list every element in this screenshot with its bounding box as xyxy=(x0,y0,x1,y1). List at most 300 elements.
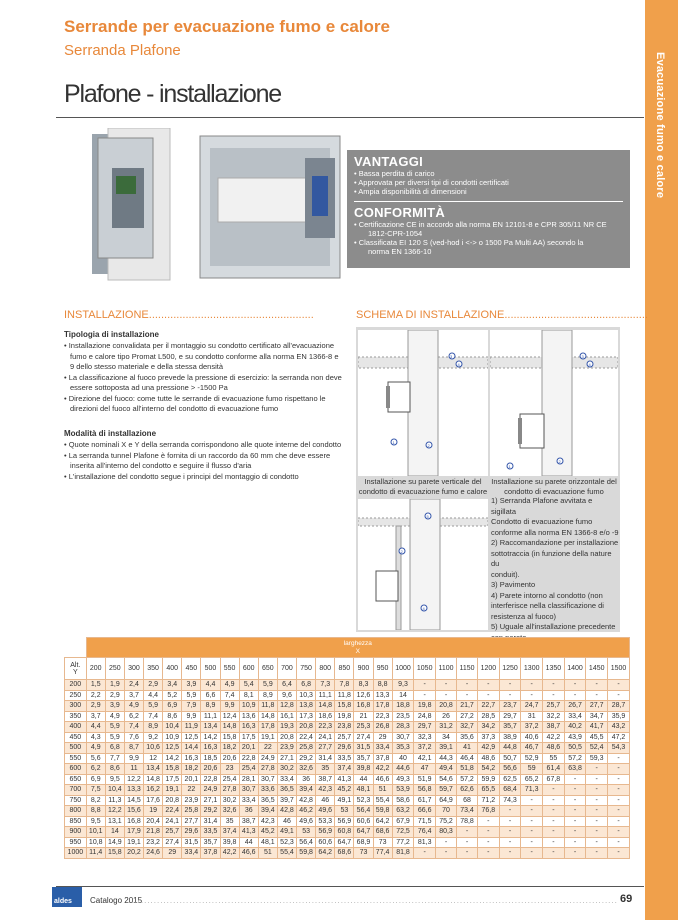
table-cell: - xyxy=(564,690,586,701)
table-cell: 68 xyxy=(457,795,478,806)
table-cell: 24,6 xyxy=(144,848,163,859)
conformita-item: • Certificazione CE in accordo alla norma EN 12101-8 e CPR 305/11 NR CE xyxy=(354,220,607,229)
table-cell: - xyxy=(499,848,521,859)
table-column-header: 600 xyxy=(239,658,258,680)
table-cell: 25,7 xyxy=(163,827,182,838)
table-cell: 81,8 xyxy=(392,848,414,859)
table-cell: 68,6 xyxy=(335,848,354,859)
table-cell: 4,4 xyxy=(86,722,105,733)
table-cell: - xyxy=(608,764,630,775)
table-cell: 42,8 xyxy=(297,795,316,806)
table-cell: 17,6 xyxy=(144,795,163,806)
table-cell: 66,6 xyxy=(414,806,436,817)
table-cell: 47 xyxy=(414,764,436,775)
table-cell: 52,3 xyxy=(354,795,373,806)
table-cell: 6,8 xyxy=(105,743,124,754)
table-column-header: 650 xyxy=(258,658,277,680)
table-cell: 45,2 xyxy=(335,785,354,796)
table-cell: 37,2 xyxy=(414,743,436,754)
table-cell: 15,8 xyxy=(163,764,182,775)
table-cell: - xyxy=(608,806,630,817)
table-cell: - xyxy=(436,680,457,691)
svg-text:1: 1 xyxy=(392,440,395,445)
table-cell: - xyxy=(586,774,608,785)
table-cell: 16,8 xyxy=(124,816,143,827)
table-cell: - xyxy=(436,690,457,701)
svg-text:4: 4 xyxy=(588,362,591,367)
table-cell: 12,6 xyxy=(354,690,373,701)
table-cell: - xyxy=(436,837,457,848)
table-cell: 76,4 xyxy=(414,827,436,838)
table-cell: 73 xyxy=(354,848,373,859)
table-cell: - xyxy=(521,848,543,859)
table-cell: 13,4 xyxy=(144,764,163,775)
table-row-header: 500 xyxy=(65,743,87,754)
table-column-header: 450 xyxy=(182,658,201,680)
table-cell: 11,3 xyxy=(105,795,124,806)
note-line: resistenza al fuoco) xyxy=(491,611,557,621)
table-cell: 19 xyxy=(144,806,163,817)
table-cell: 25,7 xyxy=(543,701,565,712)
table-cell: 15,8 xyxy=(220,732,239,743)
table-cell: 54,3 xyxy=(608,743,630,754)
table-cell: 28,7 xyxy=(608,701,630,712)
table-cell: 27,8 xyxy=(258,764,277,775)
page-number: 69 xyxy=(620,893,633,905)
table-cell: 35 xyxy=(220,816,239,827)
table-row-header: 950 xyxy=(65,837,87,848)
table-cell: 2,4 xyxy=(124,680,143,691)
table-cell: 50,7 xyxy=(499,753,521,764)
table-cell: 5,9 xyxy=(105,722,124,733)
table-cell: 77,2 xyxy=(392,837,414,848)
table-cell: 10,6 xyxy=(144,743,163,754)
table-cell: - xyxy=(564,680,586,691)
table-column-header: 1050 xyxy=(414,658,436,680)
table-cell: 41,3 xyxy=(335,774,354,785)
installazione-heading: INSTALLAZIONE...................................................... xyxy=(64,309,314,321)
table-cell: 5,9 xyxy=(144,701,163,712)
table-cell: 9,9 xyxy=(220,701,239,712)
table-row xyxy=(65,806,630,817)
table-cell: - xyxy=(586,816,608,827)
footer-dots: ........................................................................................................................................................ xyxy=(128,896,618,905)
table-cell: 4,9 xyxy=(105,711,124,722)
table-cell: - xyxy=(457,837,478,848)
note-line: 2) Raccomandazione per installazione xyxy=(491,538,619,547)
table-cell: 14 xyxy=(392,690,414,701)
table-cell: 29 xyxy=(373,732,392,743)
table-cell: 14,8 xyxy=(316,701,335,712)
table-cell: 29,7 xyxy=(414,722,436,733)
table-cell: 27,8 xyxy=(220,785,239,796)
table-cell: 65,2 xyxy=(521,774,543,785)
table-cell: 12,5 xyxy=(182,732,201,743)
table-cell: 68,9 xyxy=(354,837,373,848)
table-row-header: 450 xyxy=(65,732,87,743)
table-cell: 23,5 xyxy=(392,711,414,722)
table-cell: 42,3 xyxy=(316,785,335,796)
table-column-header: 1500 xyxy=(608,658,630,680)
table-cell: 72,5 xyxy=(392,827,414,838)
table-cell: 33,4 xyxy=(182,848,201,859)
table-cell: 17,9 xyxy=(124,827,143,838)
table-cell: 56,9 xyxy=(335,816,354,827)
side-tab xyxy=(645,0,678,920)
table-cell: 53,9 xyxy=(392,785,414,796)
table-cell: 32,7 xyxy=(457,722,478,733)
table-cell: 20,4 xyxy=(144,816,163,827)
table-cell: 63,8 xyxy=(564,764,586,775)
table-cell: 23,8 xyxy=(335,722,354,733)
table-cell: 10,9 xyxy=(239,701,258,712)
note-line: 3) Pavimento xyxy=(491,580,536,589)
table-cell: 6,4 xyxy=(277,680,296,691)
table-cell: 49,3 xyxy=(392,774,414,785)
table-cell: 33,4 xyxy=(277,774,296,785)
table-cell: 68,4 xyxy=(499,785,521,796)
table-column-header: 500 xyxy=(201,658,220,680)
table-cell: 42,2 xyxy=(220,848,239,859)
table-cell: 17,8 xyxy=(258,722,277,733)
table-column-header: 300 xyxy=(124,658,143,680)
table-column-header: 350 xyxy=(144,658,163,680)
table-cell: 59,3 xyxy=(586,753,608,764)
table-cell: 11,8 xyxy=(335,690,354,701)
table-cell: 10,4 xyxy=(105,785,124,796)
table-cell: 43,9 xyxy=(564,732,586,743)
table-cell: 9,9 xyxy=(182,711,201,722)
table-cell: 55,4 xyxy=(277,848,296,859)
table-cell: 37,4 xyxy=(335,764,354,775)
table-cell: 78,8 xyxy=(457,816,478,827)
table-cell: 41 xyxy=(457,743,478,754)
table-cell: 11,1 xyxy=(316,690,335,701)
table-cell: 26,8 xyxy=(373,722,392,733)
table-cell: 46,6 xyxy=(239,848,258,859)
table-cell: 13,6 xyxy=(239,711,258,722)
table-row xyxy=(65,711,630,722)
footer-divider xyxy=(56,886,644,887)
table-cell: - xyxy=(586,806,608,817)
table-cell: 22,8 xyxy=(239,753,258,764)
table-cell: 4,4 xyxy=(144,690,163,701)
table-cell: 18,2 xyxy=(182,764,201,775)
table-cell: 8,6 xyxy=(163,711,182,722)
table-cell: 2,9 xyxy=(105,690,124,701)
table-cell: 14,4 xyxy=(182,743,201,754)
table-cell: 9,6 xyxy=(277,690,296,701)
table-cell: 44,3 xyxy=(436,753,457,764)
table-width-label: larghezza X xyxy=(86,638,629,658)
table-row-header: 850 xyxy=(65,816,87,827)
table-cell: 7,6 xyxy=(124,732,143,743)
table-cell: - xyxy=(521,680,543,691)
table-cell: 77,4 xyxy=(373,848,392,859)
table-cell: - xyxy=(586,690,608,701)
table-cell: 39,7 xyxy=(277,795,296,806)
table-row-header: 900 xyxy=(65,827,87,838)
table-cell: 23,9 xyxy=(182,795,201,806)
table-cell: - xyxy=(521,806,543,817)
table-cell: 20,8 xyxy=(277,732,296,743)
table-cell: 73 xyxy=(373,837,392,848)
table-cell: 8,8 xyxy=(373,680,392,691)
table-cell: 30,7 xyxy=(239,785,258,796)
table-cell: 12,5 xyxy=(163,743,182,754)
table-cell: 75,2 xyxy=(436,816,457,827)
diagram-vertical-wall xyxy=(358,330,488,476)
table-cell: 67,8 xyxy=(543,774,565,785)
table-cell: 12,2 xyxy=(105,806,124,817)
table-cell: 14,8 xyxy=(144,774,163,785)
table-cell: - xyxy=(478,837,500,848)
table-cell: 24,9 xyxy=(258,753,277,764)
box-divider xyxy=(354,201,623,202)
table-cell: - xyxy=(478,827,500,838)
table-cell: 17,5 xyxy=(163,774,182,785)
table-cell: 12,8 xyxy=(277,701,296,712)
table-cell: - xyxy=(457,848,478,859)
table-cell: 31,4 xyxy=(316,753,335,764)
table-cell: - xyxy=(608,795,630,806)
table-cell: 7,3 xyxy=(316,680,335,691)
table-cell: - xyxy=(608,680,630,691)
table-cell: 71,5 xyxy=(414,816,436,827)
table-cell: 13,3 xyxy=(124,785,143,796)
table-cell: 59 xyxy=(521,764,543,775)
table-cell: 4,3 xyxy=(86,732,105,743)
table-cell: 2,9 xyxy=(144,680,163,691)
table-cell: 25,8 xyxy=(297,743,316,754)
table-cell: 59,9 xyxy=(478,774,500,785)
table-cell: 12,2 xyxy=(124,774,143,785)
table-row xyxy=(65,722,630,733)
table-cell: 29,6 xyxy=(182,827,201,838)
table-cell: 61,7 xyxy=(414,795,436,806)
table-cell: 29,7 xyxy=(499,711,521,722)
table-row xyxy=(65,848,630,859)
table-column-header: 800 xyxy=(316,658,335,680)
surface-table xyxy=(64,637,630,859)
table-cell: 34,2 xyxy=(478,722,500,733)
table-cell: 36 xyxy=(239,806,258,817)
table-cell: 46,2 xyxy=(297,806,316,817)
table-row-header: 250 xyxy=(65,690,87,701)
table-cell: 2,9 xyxy=(86,701,105,712)
table-cell: 67,9 xyxy=(392,816,414,827)
table-cell: - xyxy=(543,785,565,796)
note-line: conforme alla norma EN 1366-8 e/o -9 xyxy=(491,527,619,537)
table-cell: 6,2 xyxy=(124,711,143,722)
table-cell: - xyxy=(499,806,521,817)
table-cell: 45,5 xyxy=(586,732,608,743)
table-row xyxy=(65,816,630,827)
table-cell: 1,9 xyxy=(105,680,124,691)
table-column-header: 1250 xyxy=(499,658,521,680)
table-cell: - xyxy=(608,827,630,838)
table-cell: 36,5 xyxy=(258,795,277,806)
section-subtitle: Serranda Plafone xyxy=(64,42,181,59)
table-cell: 51 xyxy=(373,785,392,796)
diagram-wall-combined xyxy=(358,499,488,630)
table-cell: 19,1 xyxy=(124,837,143,848)
table-cell: - xyxy=(586,837,608,848)
table-cell: 80,3 xyxy=(436,827,457,838)
table-cell: - xyxy=(543,795,565,806)
table-cell: 30,2 xyxy=(277,764,296,775)
table-cell: 6,8 xyxy=(297,680,316,691)
table-cell: 8,9 xyxy=(201,701,220,712)
table-cell: 71,2 xyxy=(478,795,500,806)
table-cell: 26 xyxy=(436,711,457,722)
table-cell: 24,1 xyxy=(163,816,182,827)
table-cell: 74,3 xyxy=(499,795,521,806)
table-cell: 29,2 xyxy=(201,806,220,817)
table-cell: 6,9 xyxy=(163,701,182,712)
table-cell: 3,9 xyxy=(105,701,124,712)
table-cell: - xyxy=(436,848,457,859)
table-cell: - xyxy=(478,690,500,701)
table-cell: 33,6 xyxy=(258,785,277,796)
table-column-header: 700 xyxy=(277,658,296,680)
table-cell: 20,8 xyxy=(436,701,457,712)
table-row-header: 600 xyxy=(65,764,87,775)
table-cell: 48,1 xyxy=(258,837,277,848)
table-cell: 46,4 xyxy=(457,753,478,764)
table-cell: 35,7 xyxy=(499,722,521,733)
table-cell: 55,4 xyxy=(373,795,392,806)
table-cell: 50,5 xyxy=(564,743,586,754)
table-cell: 26,7 xyxy=(564,701,586,712)
table-cell: 42,2 xyxy=(543,732,565,743)
svg-text:3: 3 xyxy=(450,354,453,359)
table-cell: 20,1 xyxy=(182,774,201,785)
catalog-label: Catalogo 2015 xyxy=(90,896,143,905)
table-cell: 10,9 xyxy=(163,732,182,743)
table-cell: 21,7 xyxy=(457,701,478,712)
table-cell: - xyxy=(586,680,608,691)
table-cell: - xyxy=(499,816,521,827)
table-cell: 18,5 xyxy=(201,753,220,764)
table-cell: 14,2 xyxy=(201,732,220,743)
table-cell: 39,8 xyxy=(354,764,373,775)
table-cell: 23,9 xyxy=(277,743,296,754)
modalita-item: • Quote nominali X e Y della serranda corrispondono alle quote interne del condotto xyxy=(64,440,342,449)
table-row-header: 800 xyxy=(65,806,87,817)
table-row-header: 650 xyxy=(65,774,87,785)
table-cell: - xyxy=(586,827,608,838)
table-cell: 56,4 xyxy=(354,806,373,817)
table-row xyxy=(65,827,630,838)
table-cell: 18,6 xyxy=(316,711,335,722)
title-divider xyxy=(56,117,644,118)
section-title: Serrande per evacuazione fumo e calore xyxy=(64,17,390,36)
table-cell: 4,4 xyxy=(201,680,220,691)
table-cell: 46,7 xyxy=(521,743,543,754)
table-cell: - xyxy=(457,680,478,691)
table-cell: - xyxy=(564,785,586,796)
table-cell: 27,1 xyxy=(277,753,296,764)
table-cell: 64,2 xyxy=(373,816,392,827)
table-cell: 41,7 xyxy=(586,722,608,733)
table-cell: 48,6 xyxy=(478,753,500,764)
table-cell: - xyxy=(564,848,586,859)
conformita-item-cont: norma EN 1366-10 xyxy=(368,247,432,256)
table-cell: 53 xyxy=(297,827,316,838)
table-cell: 14,9 xyxy=(105,837,124,848)
tipologia-item: • Direzione del fuoco: come tutte le serrande di evacuazione fumo rispettano le direzioni del fuoco all'interno del condotto di evacuazione fumo xyxy=(64,393,326,413)
svg-text:3: 3 xyxy=(581,354,584,359)
table-cell: 11,9 xyxy=(182,722,201,733)
table-cell: 5,4 xyxy=(239,680,258,691)
table-cell: 22,4 xyxy=(297,732,316,743)
table-cell: 30,7 xyxy=(392,732,414,743)
conformita-item-cont: 1812-CPR-1054 xyxy=(368,229,423,238)
table-cell: 13,1 xyxy=(105,816,124,827)
table-cell: 44 xyxy=(354,774,373,785)
table-cell: 23 xyxy=(220,764,239,775)
table-cell: - xyxy=(586,848,608,859)
table-cell: 8,7 xyxy=(124,743,143,754)
table-cell: 8,3 xyxy=(354,680,373,691)
note-line: 1) Serranda Plafone avvitata e sigillata xyxy=(491,496,593,516)
table-column-header: 200 xyxy=(86,658,105,680)
table-cell: 58,6 xyxy=(392,795,414,806)
table-cell: 20,8 xyxy=(297,722,316,733)
table-cell: 35,3 xyxy=(392,743,414,754)
table-cell: 64,7 xyxy=(354,827,373,838)
table-cell: 8,6 xyxy=(105,764,124,775)
table-cell: - xyxy=(478,816,500,827)
table-column-header: 1000 xyxy=(392,658,414,680)
table-cell: 34,7 xyxy=(586,711,608,722)
table-cell: 35 xyxy=(316,764,335,775)
table-cell: 52,3 xyxy=(277,837,296,848)
table-cell: 20,6 xyxy=(201,764,220,775)
modalita-list xyxy=(64,440,344,482)
svg-text:2: 2 xyxy=(400,549,403,554)
table-cell: 38,7 xyxy=(239,816,258,827)
table-cell: 76,8 xyxy=(478,806,500,817)
table-cell: 3,4 xyxy=(163,680,182,691)
table-cell: 31 xyxy=(521,711,543,722)
table-cell: 53 xyxy=(335,806,354,817)
table-cell: 38,9 xyxy=(499,732,521,743)
table-cell: - xyxy=(564,806,586,817)
tipologia-item: • Installazione convalidata per il montaggio su condotto certificato all'evacuazione fumo e calore tipo Promat L500, e su condotto conforme alla norma EN 1366-8 e 9 dello stesso materiale e della stessa densità xyxy=(64,341,339,371)
table-cell: 8,1 xyxy=(239,690,258,701)
table-cell: 38,7 xyxy=(543,722,565,733)
table-cell: 16,3 xyxy=(182,753,201,764)
table-cell: 2,2 xyxy=(86,690,105,701)
table-cell: 27,7 xyxy=(316,743,335,754)
table-cell: 11 xyxy=(124,764,143,775)
table-cell: - xyxy=(521,795,543,806)
table-cell: 11,1 xyxy=(201,711,220,722)
table-cell: - xyxy=(543,837,565,848)
table-cell: 4,9 xyxy=(220,680,239,691)
svg-text:2: 2 xyxy=(558,459,561,464)
table-cell: 24,9 xyxy=(201,785,220,796)
vantaggi-item: • Approvata per diversi tipi di condotti certificati xyxy=(354,178,509,187)
table-cell: - xyxy=(564,837,586,848)
table-cell: 33,4 xyxy=(564,711,586,722)
table-cell: 39,8 xyxy=(220,837,239,848)
table-row xyxy=(65,774,630,785)
table-cell: 20,6 xyxy=(220,753,239,764)
table-cell: 8,8 xyxy=(86,806,105,817)
